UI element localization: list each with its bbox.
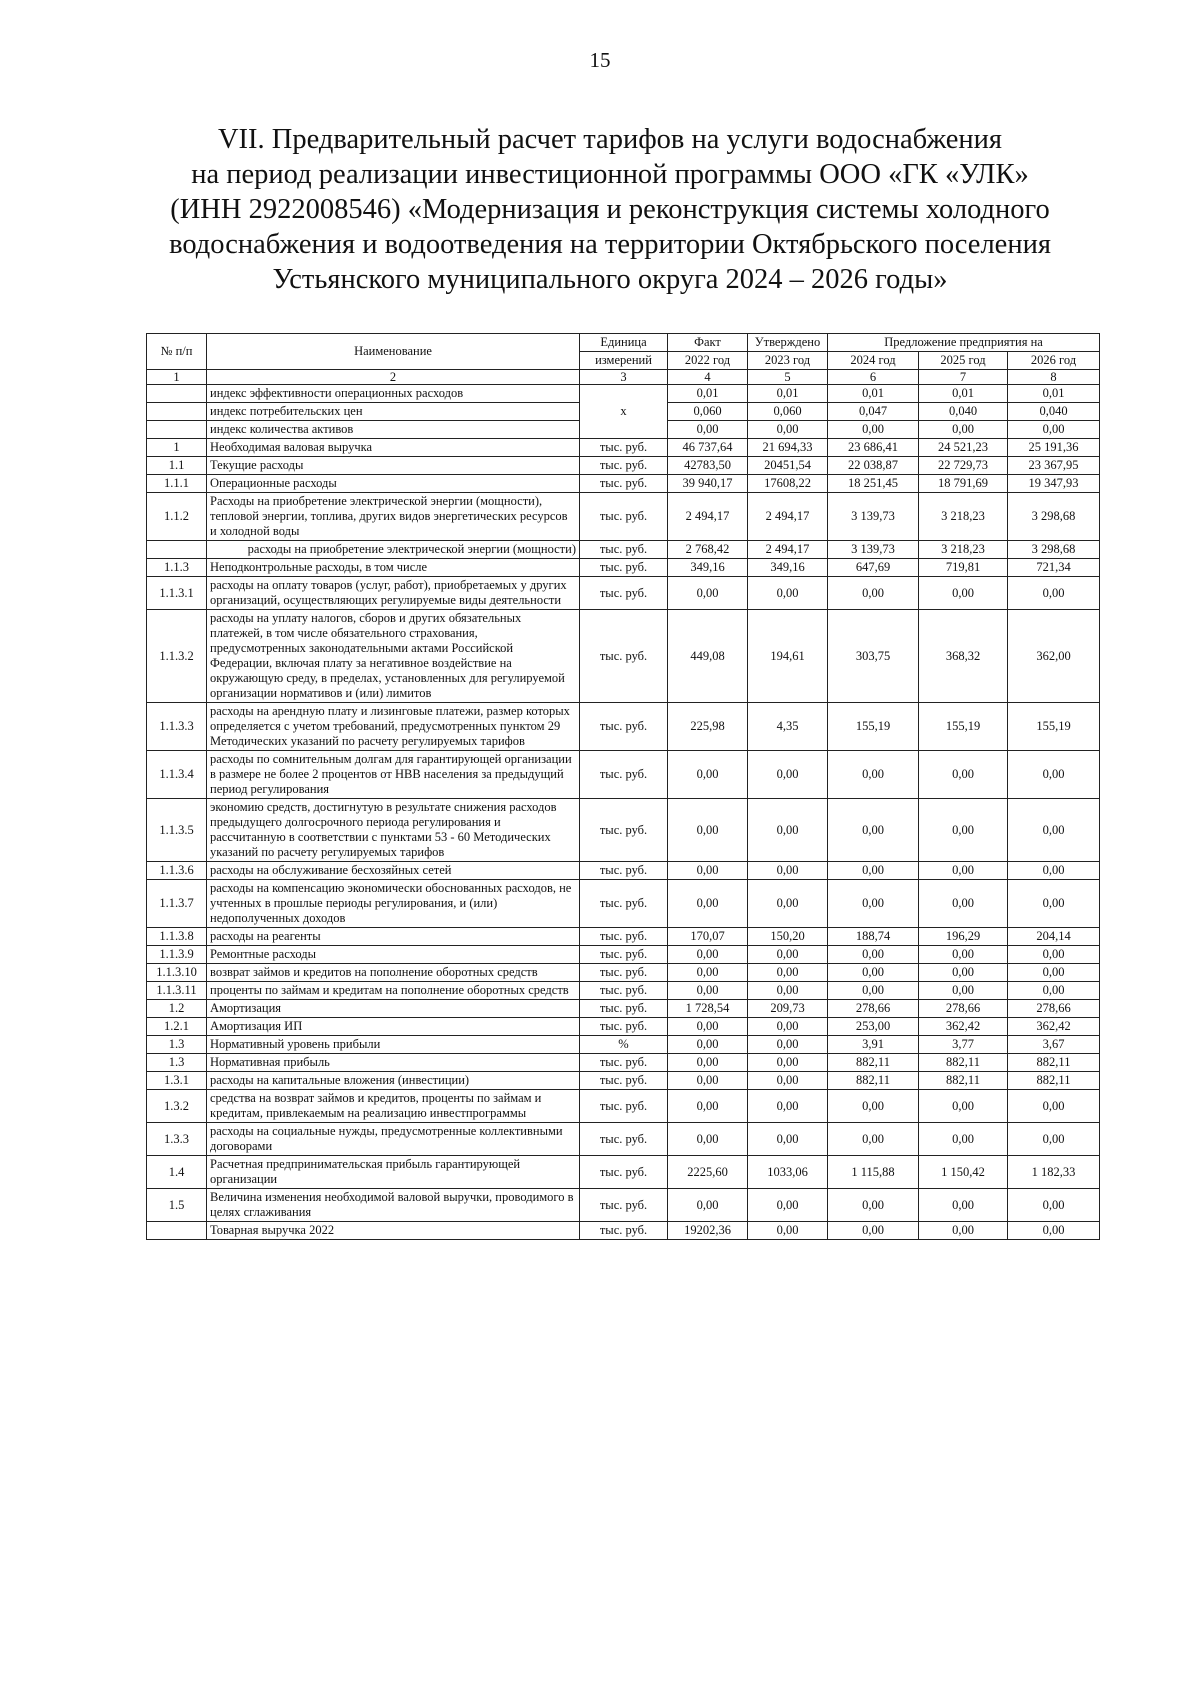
header-name: Наименование <box>207 334 580 370</box>
row-unit: тыс. руб. <box>580 493 668 541</box>
row-name: Нормативный уровень прибыли <box>207 1036 580 1054</box>
row-value: 0,00 <box>1008 751 1100 799</box>
row-value: 0,00 <box>748 799 828 862</box>
row-value: 194,61 <box>748 610 828 703</box>
row-num: 1.1.3.3 <box>147 703 207 751</box>
row-unit: тыс. руб. <box>580 880 668 928</box>
row-num <box>147 385 207 403</box>
row-value: 1 728,54 <box>668 1000 748 1018</box>
row-unit: тыс. руб. <box>580 703 668 751</box>
row-value: 0,00 <box>748 577 828 610</box>
row-value: 17608,22 <box>748 475 828 493</box>
row-value: 882,11 <box>828 1072 919 1090</box>
row-name: Товарная выручка 2022 <box>207 1222 580 1240</box>
row-value: 0,00 <box>919 421 1008 439</box>
row-unit: тыс. руб. <box>580 1222 668 1240</box>
row-value: 0,00 <box>919 799 1008 862</box>
row-value: 0,00 <box>668 1189 748 1222</box>
row-unit: тыс. руб. <box>580 457 668 475</box>
row-value: 188,74 <box>828 928 919 946</box>
row-unit: тыс. руб. <box>580 475 668 493</box>
column-number: 5 <box>748 370 828 385</box>
row-value: 225,98 <box>668 703 748 751</box>
row-num: 1.3 <box>147 1054 207 1072</box>
row-value: 0,00 <box>748 1018 828 1036</box>
row-value: 23 686,41 <box>828 439 919 457</box>
row-name: индекс количества активов <box>207 421 580 439</box>
row-value: 0,00 <box>748 964 828 982</box>
row-unit: тыс. руб. <box>580 751 668 799</box>
row-unit: тыс. руб. <box>580 1156 668 1189</box>
title-line: (ИНН 2922008546) «Модернизация и реконструкция системы холодного <box>170 194 1050 225</box>
row-value: 18 251,45 <box>828 475 919 493</box>
row-value: 20451,54 <box>748 457 828 475</box>
row-name: средства на возврат займов и кредитов, проценты по займам и кредитам, привлекаемым на реализацию инвестпрограммы <box>207 1090 580 1123</box>
title-line: VII. Предварительный расчет тарифов на услуги водоснабжения <box>217 124 1003 155</box>
table-row <box>147 1090 1100 1123</box>
row-name: Неподконтрольные расходы, в том числе <box>207 559 580 577</box>
row-value: 2 768,42 <box>668 541 748 559</box>
row-unit: % <box>580 1036 668 1054</box>
table-body <box>147 385 1100 439</box>
row-name: индекс эффективности операционных расходов <box>207 385 580 403</box>
row-value: 2 494,17 <box>748 493 828 541</box>
row-value: 0,00 <box>919 982 1008 1000</box>
row-value: 0,00 <box>828 421 919 439</box>
row-value: 0,00 <box>668 1090 748 1123</box>
row-name: Нормативная прибыль <box>207 1054 580 1072</box>
row-num: 1.3.1 <box>147 1072 207 1090</box>
row-value: 3 218,23 <box>919 541 1008 559</box>
row-num <box>147 403 207 421</box>
row-value: 0,01 <box>828 385 919 403</box>
row-value: 0,00 <box>1008 421 1100 439</box>
row-value: 0,00 <box>668 577 748 610</box>
row-value: 2225,60 <box>668 1156 748 1189</box>
row-value: 1 150,42 <box>919 1156 1008 1189</box>
row-name: расходы на уплату налогов, сборов и других обязательных платежей, в том числе обязательного страхования, предусмотренных законодательными актами Российской Федерации, включая плату за негативное воздействие на окружающую среду, в пределах, установленных для регулируемой организации нормативов и (или) лимитов <box>207 610 580 703</box>
row-value: 0,00 <box>828 964 919 982</box>
row-value: 204,14 <box>1008 928 1100 946</box>
table-row <box>147 1222 1100 1240</box>
row-value: 0,00 <box>668 1054 748 1072</box>
row-num <box>147 541 207 559</box>
row-value: 719,81 <box>919 559 1008 577</box>
row-num: 1.1.3.9 <box>147 946 207 964</box>
row-unit: тыс. руб. <box>580 577 668 610</box>
row-value: 3 298,68 <box>1008 541 1100 559</box>
row-value: 0,00 <box>828 577 919 610</box>
row-num: 1.3.2 <box>147 1090 207 1123</box>
header-proposal: Предложение предприятия на <box>828 334 1100 352</box>
row-num: 1.1.3.10 <box>147 964 207 982</box>
row-num: 1 <box>147 439 207 457</box>
row-unit: тыс. руб. <box>580 862 668 880</box>
row-value: 4,35 <box>748 703 828 751</box>
row-value: 0,060 <box>748 403 828 421</box>
title-line: Устьянского муниципального округа 2024 – 2026 годы» <box>272 264 948 295</box>
row-value: 209,73 <box>748 1000 828 1018</box>
row-value: 3,67 <box>1008 1036 1100 1054</box>
header-approved-year: 2023 год <box>748 352 828 370</box>
row-unit: тыс. руб. <box>580 541 668 559</box>
row-value: 0,00 <box>748 862 828 880</box>
row-value: 0,00 <box>1008 946 1100 964</box>
row-num: 1.2 <box>147 1000 207 1018</box>
row-value: 0,00 <box>919 1222 1008 1240</box>
row-name: возврат займов и кредитов на пополнение оборотных средств <box>207 964 580 982</box>
row-value: 0,00 <box>748 1123 828 1156</box>
row-value: 0,00 <box>668 946 748 964</box>
row-unit: тыс. руб. <box>580 1123 668 1156</box>
table-row <box>147 1072 1100 1090</box>
row-unit: тыс. руб. <box>580 928 668 946</box>
row-value: 0,00 <box>919 751 1008 799</box>
column-number: 6 <box>828 370 919 385</box>
row-value: 0,00 <box>748 421 828 439</box>
row-num <box>147 421 207 439</box>
table-row <box>147 751 1100 799</box>
row-value: 0,00 <box>668 421 748 439</box>
column-number: 7 <box>919 370 1008 385</box>
table-row <box>147 1018 1100 1036</box>
row-name: расходы на социальные нужды, предусмотренные коллективными договорами <box>207 1123 580 1156</box>
table-row <box>147 1054 1100 1072</box>
row-value: 278,66 <box>1008 1000 1100 1018</box>
row-unit: тыс. руб. <box>580 799 668 862</box>
row-value: 0,00 <box>828 880 919 928</box>
row-value: 0,00 <box>668 1018 748 1036</box>
row-name: индекс потребительских цен <box>207 403 580 421</box>
row-value: 0,01 <box>919 385 1008 403</box>
row-value: 0,00 <box>919 1189 1008 1222</box>
row-value: 0,00 <box>668 751 748 799</box>
row-unit: тыс. руб. <box>580 982 668 1000</box>
row-value: 3 298,68 <box>1008 493 1100 541</box>
row-value: 0,00 <box>1008 1189 1100 1222</box>
row-value: 0,00 <box>828 751 919 799</box>
table-row <box>147 964 1100 982</box>
row-value: 0,00 <box>1008 1090 1100 1123</box>
header-num: № п/п <box>147 334 207 370</box>
row-name: Операционные расходы <box>207 475 580 493</box>
row-num: 1.1.3.6 <box>147 862 207 880</box>
row-value: 3,91 <box>828 1036 919 1054</box>
row-value: 0,00 <box>919 880 1008 928</box>
table-row <box>147 457 1100 475</box>
tariff-table <box>146 333 1100 1240</box>
row-unit: тыс. руб. <box>580 1000 668 1018</box>
row-value: 46 737,64 <box>668 439 748 457</box>
document-title <box>140 122 1080 297</box>
row-value: 42783,50 <box>668 457 748 475</box>
row-value: 0,00 <box>1008 862 1100 880</box>
row-value: 18 791,69 <box>919 475 1008 493</box>
row-value: 0,00 <box>828 982 919 1000</box>
row-num: 1.1.3.8 <box>147 928 207 946</box>
row-value: 22 038,87 <box>828 457 919 475</box>
row-value: 2 494,17 <box>668 493 748 541</box>
row-name: Расчетная предпринимательская прибыль гарантирующей организации <box>207 1156 580 1189</box>
row-name: Величина изменения необходимой валовой выручки, проводимого в целях сглаживания <box>207 1189 580 1222</box>
row-value: 0,00 <box>668 1123 748 1156</box>
row-value: 0,00 <box>668 1036 748 1054</box>
row-value: 882,11 <box>919 1072 1008 1090</box>
row-name: расходы на обслуживание бесхозяйных сетей <box>207 862 580 880</box>
row-name: расходы на компенсацию экономически обоснованных расходов, не учтенных в прошлые периоды регулирования, и (или) недополученных доходов <box>207 880 580 928</box>
row-value: 362,00 <box>1008 610 1100 703</box>
row-value: 2 494,17 <box>748 541 828 559</box>
row-value: 22 729,73 <box>919 457 1008 475</box>
row-name: проценты по займам и кредитам на пополнение оборотных средств <box>207 982 580 1000</box>
table-row <box>147 439 1100 457</box>
column-number: 3 <box>580 370 668 385</box>
row-num: 1.1.3.4 <box>147 751 207 799</box>
row-num: 1.1.3.1 <box>147 577 207 610</box>
table-row <box>147 799 1100 862</box>
row-value: 253,00 <box>828 1018 919 1036</box>
page-number: 15 <box>589 48 611 72</box>
row-value: 0,00 <box>748 1189 828 1222</box>
row-value: 0,040 <box>919 403 1008 421</box>
row-value: 1 115,88 <box>828 1156 919 1189</box>
row-unit: тыс. руб. <box>580 1018 668 1036</box>
row-value: 170,07 <box>668 928 748 946</box>
row-name: Необходимая валовая выручка <box>207 439 580 457</box>
table-row <box>147 1189 1100 1222</box>
row-value: 0,00 <box>919 862 1008 880</box>
row-value: 1 182,33 <box>1008 1156 1100 1189</box>
row-value: 882,11 <box>1008 1072 1100 1090</box>
row-num: 1.1.3.7 <box>147 880 207 928</box>
row-value: 196,29 <box>919 928 1008 946</box>
row-value: 882,11 <box>1008 1054 1100 1072</box>
row-value: 155,19 <box>919 703 1008 751</box>
row-value: 278,66 <box>919 1000 1008 1018</box>
row-name: расходы на арендную плату и лизинговые платежи, размер которых определяется с учетом требований, предусмотренных пунктом 29 Методических указаний по расчету регулируемых тарифов <box>207 703 580 751</box>
row-unit: х <box>580 385 668 439</box>
row-num: 1.3 <box>147 1036 207 1054</box>
table-row <box>147 1036 1100 1054</box>
row-value: 0,01 <box>748 385 828 403</box>
row-value: 1033,06 <box>748 1156 828 1189</box>
row-num: 1.1.3.11 <box>147 982 207 1000</box>
row-value: 0,00 <box>748 1072 828 1090</box>
row-value: 0,00 <box>1008 1222 1100 1240</box>
row-unit: тыс. руб. <box>580 946 668 964</box>
table-row <box>147 559 1100 577</box>
row-value: 19202,36 <box>668 1222 748 1240</box>
row-value: 882,11 <box>919 1054 1008 1072</box>
row-value: 0,00 <box>1008 982 1100 1000</box>
row-value: 25 191,36 <box>1008 439 1100 457</box>
row-num: 1.1.1 <box>147 475 207 493</box>
table-row <box>147 577 1100 610</box>
row-value: 3,77 <box>919 1036 1008 1054</box>
row-value: 0,00 <box>828 1090 919 1123</box>
row-name: расходы на приобретение электрической энергии (мощности) <box>207 541 580 559</box>
row-value: 882,11 <box>828 1054 919 1072</box>
row-num: 1.5 <box>147 1189 207 1222</box>
table-row <box>147 982 1100 1000</box>
row-value: 3 218,23 <box>919 493 1008 541</box>
row-unit: тыс. руб. <box>580 559 668 577</box>
row-unit: тыс. руб. <box>580 1072 668 1090</box>
row-value: 0,00 <box>1008 880 1100 928</box>
row-value: 0,00 <box>748 1090 828 1123</box>
table-row <box>147 862 1100 880</box>
header-fact: Факт <box>668 334 748 352</box>
row-value: 0,00 <box>668 1072 748 1090</box>
row-value: 39 940,17 <box>668 475 748 493</box>
table-row <box>147 928 1100 946</box>
row-value: 24 521,23 <box>919 439 1008 457</box>
row-value: 23 367,95 <box>1008 457 1100 475</box>
row-value: 449,08 <box>668 610 748 703</box>
row-value: 0,00 <box>668 799 748 862</box>
row-value: 155,19 <box>828 703 919 751</box>
table-row <box>147 610 1100 703</box>
row-name: Расходы на приобретение электрической энергии (мощности), тепловой энергии, топлива, других видов энергетических ресурсов и холодной воды <box>207 493 580 541</box>
table-row <box>147 541 1100 559</box>
row-value: 0,00 <box>828 1123 919 1156</box>
title-line: водоснабжения и водоотведения на территории Октябрьского поселения <box>169 229 1051 260</box>
row-value: 0,00 <box>1008 799 1100 862</box>
table-row <box>147 1123 1100 1156</box>
row-value: 0,00 <box>828 1222 919 1240</box>
row-unit: тыс. руб. <box>580 610 668 703</box>
title-line: на период реализации инвестиционной программы ООО «ГК «УЛК» <box>191 159 1029 190</box>
table-row <box>147 1000 1100 1018</box>
row-num: 1.1.3.5 <box>147 799 207 862</box>
row-name: расходы на оплату товаров (услуг, работ), приобретаемых у других организаций, осуществляющих регулируемые виды деятельности <box>207 577 580 610</box>
header-unit: Единица <box>580 334 668 352</box>
table-row <box>147 493 1100 541</box>
table-row <box>147 475 1100 493</box>
row-value: 368,32 <box>919 610 1008 703</box>
row-value: 0,00 <box>748 1036 828 1054</box>
row-value: 150,20 <box>748 928 828 946</box>
row-value: 0,00 <box>668 964 748 982</box>
row-value: 0,060 <box>668 403 748 421</box>
row-value: 0,00 <box>919 964 1008 982</box>
row-value: 0,00 <box>919 1090 1008 1123</box>
table-row <box>147 1156 1100 1189</box>
row-num: 1.1.3.2 <box>147 610 207 703</box>
row-value: 0,00 <box>828 1189 919 1222</box>
row-name: расходы на капитальные вложения (инвестиции) <box>207 1072 580 1090</box>
row-value: 0,00 <box>748 1222 828 1240</box>
header-2025: 2025 год <box>919 352 1008 370</box>
row-value: 155,19 <box>1008 703 1100 751</box>
table-row <box>147 385 1100 403</box>
row-value: 0,00 <box>828 799 919 862</box>
header-2026: 2026 год <box>1008 352 1100 370</box>
row-num <box>147 1222 207 1240</box>
row-value: 0,01 <box>1008 385 1100 403</box>
row-name: Ремонтные расходы <box>207 946 580 964</box>
row-value: 19 347,93 <box>1008 475 1100 493</box>
row-value: 0,01 <box>668 385 748 403</box>
row-value: 0,00 <box>919 946 1008 964</box>
table-row <box>147 703 1100 751</box>
header-approved: Утверждено <box>748 334 828 352</box>
row-value: 0,00 <box>748 880 828 928</box>
header-fact-year: 2022 год <box>668 352 748 370</box>
row-value: 303,75 <box>828 610 919 703</box>
row-unit: тыс. руб. <box>580 1090 668 1123</box>
row-value: 0,00 <box>828 946 919 964</box>
column-number: 1 <box>147 370 207 385</box>
row-name: экономию средств, достигнутую в результате снижения расходов предыдущего долгосрочного периода регулирования и рассчитанную в соответствии с пунктами 53 - 60 Методических указаний по расчету регулируемых тарифов <box>207 799 580 862</box>
header-unit-2: измерений <box>580 352 668 370</box>
row-value: 0,00 <box>748 751 828 799</box>
row-value: 3 139,73 <box>828 493 919 541</box>
row-unit: тыс. руб. <box>580 439 668 457</box>
table-row <box>147 946 1100 964</box>
row-value: 0,00 <box>668 982 748 1000</box>
column-number: 4 <box>668 370 748 385</box>
row-value: 0,00 <box>1008 577 1100 610</box>
row-value: 721,34 <box>1008 559 1100 577</box>
row-value: 0,00 <box>748 946 828 964</box>
header-2024: 2024 год <box>828 352 919 370</box>
row-value: 647,69 <box>828 559 919 577</box>
column-number: 2 <box>207 370 580 385</box>
row-name: Текущие расходы <box>207 457 580 475</box>
row-value: 362,42 <box>1008 1018 1100 1036</box>
row-value: 349,16 <box>748 559 828 577</box>
row-unit: тыс. руб. <box>580 1189 668 1222</box>
row-num: 1.1.3 <box>147 559 207 577</box>
row-value: 0,00 <box>1008 1123 1100 1156</box>
row-value: 0,00 <box>919 1123 1008 1156</box>
row-value: 0,047 <box>828 403 919 421</box>
row-num: 1.2.1 <box>147 1018 207 1036</box>
row-value: 0,00 <box>748 982 828 1000</box>
row-value: 0,040 <box>1008 403 1100 421</box>
row-name: Амортизация <box>207 1000 580 1018</box>
row-name: Амортизация ИП <box>207 1018 580 1036</box>
row-value: 0,00 <box>919 577 1008 610</box>
row-value: 349,16 <box>668 559 748 577</box>
row-name: расходы по сомнительным долгам для гарантирующей организации в размере не более 2 процентов от НВВ населения за предыдущий период регулирования <box>207 751 580 799</box>
table-body-main <box>147 439 1100 1240</box>
row-unit: тыс. руб. <box>580 1054 668 1072</box>
row-num: 1.3.3 <box>147 1123 207 1156</box>
row-value: 0,00 <box>748 1054 828 1072</box>
row-num: 1.4 <box>147 1156 207 1189</box>
row-unit: тыс. руб. <box>580 964 668 982</box>
row-value: 0,00 <box>668 862 748 880</box>
row-value: 0,00 <box>828 862 919 880</box>
row-value: 3 139,73 <box>828 541 919 559</box>
row-value: 0,00 <box>1008 964 1100 982</box>
table-row <box>147 880 1100 928</box>
row-value: 21 694,33 <box>748 439 828 457</box>
row-name: расходы на реагенты <box>207 928 580 946</box>
row-value: 362,42 <box>919 1018 1008 1036</box>
column-number: 8 <box>1008 370 1100 385</box>
row-value: 278,66 <box>828 1000 919 1018</box>
row-num: 1.1 <box>147 457 207 475</box>
row-num: 1.1.2 <box>147 493 207 541</box>
table-header <box>147 334 1100 385</box>
row-value: 0,00 <box>668 880 748 928</box>
